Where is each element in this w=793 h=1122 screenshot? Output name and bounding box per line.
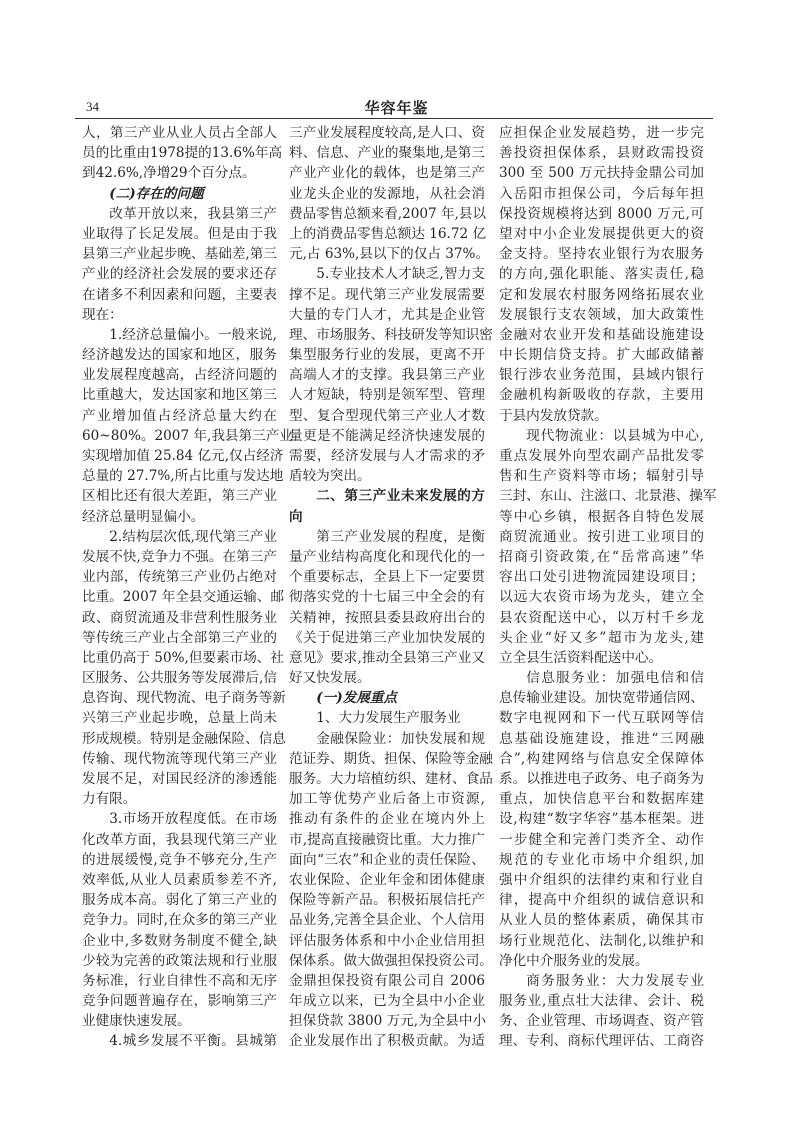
text-line: 少较为完善的政策法规和行业服 bbox=[82, 952, 277, 969]
running-title: 华容年鉴 bbox=[364, 99, 429, 117]
text-line: 竞争问题普遍存在，影响第三产 bbox=[82, 993, 277, 1010]
paragraph bbox=[499, 426, 717, 668]
text-line: 等中心乡镇，根据各自特色发展 bbox=[499, 508, 704, 525]
text-line: 二、第三产业未来发展的方 bbox=[316, 488, 485, 505]
text-line: 量更是不能满足经济快速发展的 bbox=[289, 427, 485, 444]
paragraph bbox=[82, 204, 277, 325]
text-line: 场行业规范化、法制化,以维护和 bbox=[499, 932, 704, 949]
text-line: 的方向,强化职能、落实责任,稳 bbox=[499, 266, 704, 283]
text-line: 范证券、期货、担保、保险等金融 bbox=[289, 750, 493, 767]
text-line: 定和发展农村服务网络拓展农业 bbox=[499, 286, 704, 303]
text-line: 盾较为突出。 bbox=[289, 468, 371, 485]
text-line: 1、大力发展生产服务业 bbox=[316, 710, 461, 727]
text-line: 重点，加快信息平台和数据库建 bbox=[499, 791, 704, 808]
text-line: 兴第三产业起步晚，总量上尚未 bbox=[82, 710, 277, 727]
text-line: 银行涉农业务范围，县域内银行 bbox=[499, 367, 704, 384]
text-line: 理、专利、商标代理评估、工商咨 bbox=[499, 1033, 704, 1050]
text-line: 保投资规模将达到 8000 万元,可 bbox=[499, 205, 704, 222]
section-heading bbox=[289, 486, 485, 526]
text-line: 县第三产业起步晚、基础差,第三 bbox=[82, 246, 277, 263]
paragraph bbox=[82, 809, 277, 1031]
text-line: 保险等新产品。积极拓展信托产 bbox=[289, 892, 485, 909]
text-line: 改革开放以来，我县第三产 bbox=[109, 205, 277, 222]
text-line: 金融机构新吸收的存款，主要用 bbox=[499, 387, 704, 404]
text-line: 产业产业化的载体，也是第三产 bbox=[289, 165, 485, 182]
text-line: 系。以推进电子政务、电子商务为 bbox=[499, 771, 704, 787]
text-line: 业取得了长足发展。但是由于我 bbox=[82, 225, 277, 242]
text-line: 金融保险业：加快发展和规 bbox=[316, 730, 485, 747]
text-line: 集型服务行业的发展，更离不开 bbox=[289, 347, 485, 364]
text-line: 面向“三农”和企业的责任保险、 bbox=[289, 851, 485, 868]
text-line: 息咨询、现代物流、电子商务等新 bbox=[82, 690, 286, 707]
text-line: 息基础设施建设，推进“三网融 bbox=[499, 730, 704, 747]
text-line: 现代物流业：以县城为中心, bbox=[526, 427, 704, 444]
text-line: 政、商贸流通及非营利性服务业 bbox=[82, 609, 277, 626]
subsection-heading bbox=[289, 688, 485, 708]
text-line: 竞争力。同时,在众多的第三产业 bbox=[82, 912, 277, 929]
paragraph bbox=[289, 123, 490, 264]
text-line: 推动有条件的企业在境内外上 bbox=[289, 811, 485, 828]
text-line: 区服务、公共服务等发展滞后,信 bbox=[82, 670, 277, 687]
text-line: 发展不快,竞争力不强。在第三产 bbox=[82, 548, 277, 565]
text-line: 商贸流通业。按引进工业项目的 bbox=[499, 528, 704, 545]
text-line: 比重越大，发达国家和地区第三 bbox=[82, 387, 277, 404]
text-line: 4.城乡发展不平衡。县城第 bbox=[109, 1033, 277, 1050]
text-line: 经济越发达的国家和地区，服务 bbox=[82, 347, 277, 364]
text-line: 务、企业管理、市场调查、资产管 bbox=[499, 1013, 704, 1030]
paragraph bbox=[499, 668, 704, 971]
text-line: 服务。大力培植纺织、建材、食品 bbox=[289, 771, 493, 787]
text-line: 重点发展外向型农副产品批发零 bbox=[499, 448, 704, 464]
text-line: 形成规模。特别是金融保险、信息 bbox=[82, 730, 286, 747]
text-line: 300 至 500 万元扶持金鼎公司加 bbox=[499, 165, 704, 182]
text-line: 于县内发放贷款。 bbox=[499, 407, 608, 424]
text-line: 金鼎担保投资有限公司自 2006 bbox=[289, 972, 485, 989]
text-line: 个重要标志，全县上下一定要贯 bbox=[289, 569, 485, 586]
text-line: 向 bbox=[289, 508, 303, 525]
text-line: 农业保险、企业年金和团体健康 bbox=[289, 871, 485, 888]
text-line: 理、市场服务、科技研发等知识密 bbox=[289, 326, 493, 343]
text-line: 商务服务业：大力发展专业 bbox=[526, 972, 704, 989]
text-line: 关精神，按照县委县政府出台的 bbox=[289, 609, 485, 626]
text-line: 产业的经济社会发展的要求还存 bbox=[82, 266, 277, 283]
text-line: 60~80%。2007 年,我县第三产业 bbox=[82, 427, 293, 444]
text-line: 金支持。坚持农业银行为农服务 bbox=[499, 246, 704, 263]
text-line: 信息服务业：加强电信和信 bbox=[526, 670, 704, 687]
text-line: 售和生产资料等市场；辐射引导 bbox=[499, 468, 704, 485]
text-line: (一)发展重点 bbox=[316, 690, 398, 707]
text-column-2 bbox=[289, 123, 493, 1052]
paragraph bbox=[82, 123, 283, 184]
text-line: 金融对农业开发和基础设施建设 bbox=[499, 326, 704, 343]
text-line: 年成立以来，已为全县中小企业 bbox=[289, 993, 485, 1010]
text-line: 效率低,从业人员素质参差不齐, bbox=[82, 871, 277, 888]
text-line: 传输、现代物流等现代第三产业 bbox=[82, 750, 277, 767]
text-line: 望对中小企业发展提供更大的资 bbox=[499, 225, 704, 242]
text-line: 净化中介服务业的发展。 bbox=[499, 952, 649, 969]
text-line: 从业人员的整体素质，确保其市 bbox=[499, 912, 704, 929]
paragraph bbox=[289, 527, 485, 689]
text-line: 第三产业发展的程度，是衡 bbox=[316, 528, 485, 545]
text-line: 在诸多不利因素和问题，主要表 bbox=[82, 286, 277, 303]
subsection-heading bbox=[82, 184, 277, 204]
text-line: 担保贷款 3800 万元,为全县中小 bbox=[289, 1013, 487, 1030]
text-line: 评估服务体系和中小企业信用担 bbox=[289, 932, 485, 949]
text-line: 大量的专门人才，尤其是企业管 bbox=[289, 306, 485, 323]
text-line: 彻落实党的十七届三中全会的有 bbox=[289, 589, 485, 606]
text-line: 发展银行支农领域，加大政策性 bbox=[499, 306, 704, 323]
header-rule bbox=[75, 118, 713, 119]
text-line: 市,提高直接融资比重。大力推广 bbox=[289, 831, 485, 848]
paragraph bbox=[82, 1031, 277, 1051]
text-line: 以远大农资市场为龙头，建立全 bbox=[499, 589, 704, 606]
text-line: 化改革方面，我县现代第三产业 bbox=[82, 831, 277, 848]
text-line: 企业发展作出了积极贡献。为适 bbox=[289, 1033, 485, 1050]
text-line: 意见》要求,推动全县第三产业又 bbox=[289, 649, 485, 666]
text-line: 业龙头企业的发源地，从社会消 bbox=[289, 185, 485, 202]
text-line: 人才短缺，特别是领军型、管理 bbox=[289, 387, 485, 404]
text-line: 实现增加值 25.84 亿元,仅占经济 bbox=[82, 448, 284, 464]
text-line: 三封、东山、注滋口、北景港、操军 bbox=[499, 488, 717, 505]
paragraph bbox=[289, 264, 493, 486]
text-line: 三产业发展程度较高,是人口、资 bbox=[289, 125, 485, 141]
text-line: 到42.6%,净增29个百分点。 bbox=[82, 165, 256, 182]
text-line: 服务成本高。弱化了第三产业的 bbox=[82, 892, 277, 909]
text-line: 量产业结构高度化和现代化的一 bbox=[289, 548, 485, 565]
text-line: 中长期信贷支持。扩大邮政储蓄 bbox=[499, 347, 704, 364]
text-line: 保体系。做大做强担保投资公司。 bbox=[289, 952, 493, 969]
paragraph bbox=[289, 708, 485, 728]
text-line: 容出口处引进物流园建设项目； bbox=[499, 569, 704, 586]
text-line: 撑不足。现代第三产业发展需要 bbox=[289, 286, 485, 303]
text-line: 立全县生活资料配送中心。 bbox=[499, 649, 663, 666]
page-number: 34 bbox=[86, 99, 99, 114]
text-line: 业内部，传统第三产业仍占绝对 bbox=[82, 569, 277, 586]
text-line: 加工等优势产业后备上市资源, bbox=[289, 791, 485, 808]
text-line: 型、复合型现代第三产业人才数 bbox=[289, 407, 485, 424]
text-line: 1.经济总量偏小。一般来说, bbox=[109, 326, 277, 343]
text-line: 一步健全和完善门类齐全、动作 bbox=[499, 831, 704, 848]
paragraph bbox=[499, 971, 704, 1052]
text-line: 设,构建“数字华容”基本框架。进 bbox=[499, 811, 704, 828]
text-line: 区相比还有很大差距，第三产业 bbox=[82, 488, 277, 505]
text-line: 元,占 63%,县以下的仅占 37%。 bbox=[289, 246, 490, 263]
text-line: 比重仍高于 50%,但要素市场、社 bbox=[82, 649, 284, 666]
text-line: 比重。2007 年全县交通运输、邮 bbox=[82, 589, 285, 606]
text-line: 人，第三产业从业人员占全部人 bbox=[82, 125, 277, 141]
text-line: 总量的 27.7%,所占比重与发达地 bbox=[82, 468, 284, 485]
text-line: 县农资配送中心，以万村千乡龙 bbox=[499, 609, 704, 626]
text-line: 上的消费品零售总额达 16.72 亿 bbox=[289, 225, 487, 242]
text-line: 律，提高中介组织的诚信意识和 bbox=[499, 892, 704, 909]
text-line: 《关于促进第三产业加快发展的 bbox=[289, 629, 485, 646]
paragraph bbox=[499, 123, 704, 426]
text-line: 发展不足，对国民经济的渗透能 bbox=[82, 771, 277, 787]
text-line: 员的比重由1978提的13.6%年高 bbox=[82, 145, 283, 162]
text-line: 企业中,多数财务制度不健全,缺 bbox=[82, 932, 277, 949]
text-line: 的进展缓慢,竞争不够充分,生产 bbox=[82, 851, 277, 868]
text-line: 经济总量明显偏小。 bbox=[82, 508, 205, 525]
text-line: 头企业“好又多”超市为龙头,建 bbox=[499, 629, 704, 646]
text-line: 息传输业建设。加快宽带通信网、 bbox=[499, 690, 704, 707]
text-line: 费品零售总额来看,2007 年,县以 bbox=[289, 205, 487, 222]
paragraph bbox=[289, 729, 493, 1052]
text-line: 5.专业技术人才缺乏,智力支 bbox=[316, 266, 485, 283]
text-line: 善投资担保体系，县财政需投资 bbox=[499, 145, 704, 162]
text-line: 应担保企业发展趋势，进一步完 bbox=[499, 125, 704, 141]
text-line: 入岳阳市担保公司，今后每年担 bbox=[499, 185, 704, 202]
text-line: 力有限。 bbox=[82, 791, 137, 808]
text-line: 业健康快速发展。 bbox=[82, 1013, 191, 1030]
text-line: 2.结构层次低,现代第三产业 bbox=[109, 528, 277, 545]
text-line: 产业增加值占经济总量大约在 bbox=[82, 407, 277, 424]
text-column-1 bbox=[82, 123, 293, 1052]
text-line: 等传统三产业占全部第三产业的 bbox=[82, 629, 277, 646]
text-line: 需要，经济发展与人才需求的矛 bbox=[289, 448, 485, 464]
text-line: 3.市场开放程度低。在市场 bbox=[109, 811, 277, 828]
text-line: 规范的专业化市场中介组织,加 bbox=[499, 851, 704, 868]
text-line: 强中介组织的法律约束和行业自 bbox=[499, 871, 704, 888]
text-line: 现在： bbox=[82, 306, 123, 323]
text-line: (二)存在的问题 bbox=[109, 185, 204, 202]
text-line: 合”,构建网络与信息安全保障体 bbox=[499, 750, 704, 767]
text-line: 品业务,完善全县企业、个人信用 bbox=[289, 912, 485, 929]
text-line: 好又快发展。 bbox=[289, 670, 371, 687]
text-line: 料、信息、产业的聚集地,是第三 bbox=[289, 145, 485, 162]
text-line: 务标准，行业自律性不高和无序 bbox=[82, 972, 277, 989]
text-line: 数字电视网和下一代互联网等信 bbox=[499, 710, 704, 727]
text-line: 高端人才的支撑。我县第三产业 bbox=[289, 367, 485, 384]
text-column-3 bbox=[499, 123, 717, 1052]
paragraph bbox=[82, 325, 293, 527]
text-line: 业发展程度越高，占经济问题的 bbox=[82, 367, 277, 384]
paragraph bbox=[82, 527, 286, 810]
text-line: 服务业,重点壮大法律、会计、税 bbox=[499, 993, 704, 1010]
text-line: 招商引资政策,在“岳常高速”华 bbox=[499, 548, 704, 565]
